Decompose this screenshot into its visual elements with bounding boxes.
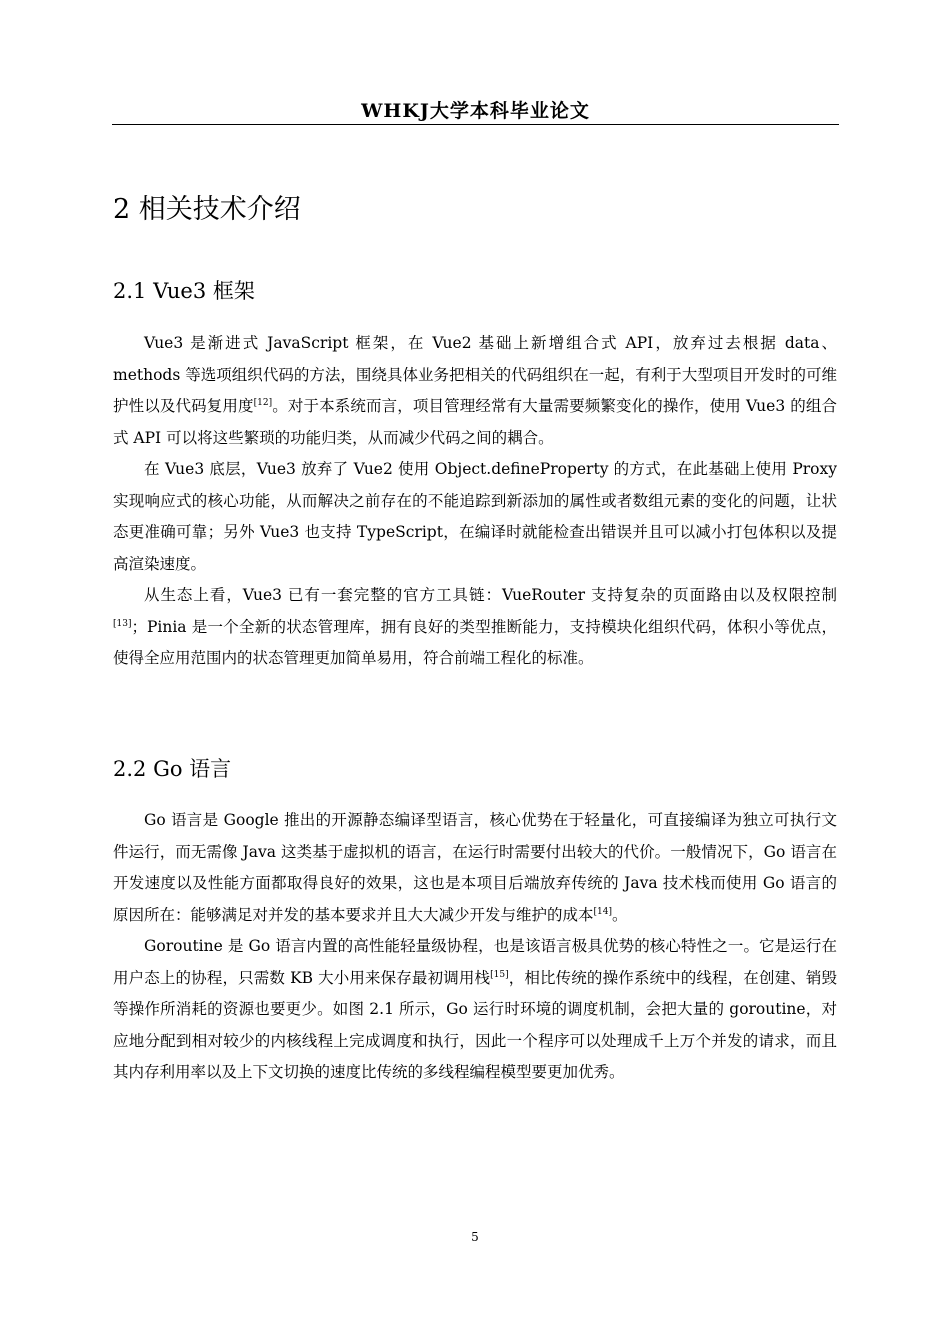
citation-marker: [14] bbox=[593, 906, 612, 917]
paragraph bbox=[113, 454, 837, 580]
chapter-title: 2 相关技术介绍 bbox=[113, 194, 301, 225]
section-title-go: 2.2 Go 语言 bbox=[113, 757, 232, 781]
paragraph-text: 在 Vue3 底层，Vue3 放弃了 Vue2 使用 Object.defineProperty 的方式，在此基础上使用 Proxy 实现响应式的核心功能，从而解决之前存在的不能追踪到新添加的属性或者数组元素的变化的问题，让状态更准确可靠；另外 Vue3 也支持 TypeScript，在编译时就能检查出错误并且可以减小打包体积以及提高渲染速度。 bbox=[113, 460, 837, 573]
page-header bbox=[112, 88, 839, 125]
header-title: WHKJ大学本科毕业论文 bbox=[361, 100, 590, 122]
paragraph-text: Vue3 是渐进式 JavaScript 框架，在 Vue2 基础上新增组合式 API，放弃过去根据 data、methods 等选项组织代码的方法，围绕具体业务把相关的代码组织在一起，有利于大型项目开发时的可维护性以及代码复用度 bbox=[113, 334, 837, 415]
paragraph-text: Goroutine 是 Go 语言内置的高性能轻量级协程，也是该语言极具优势的核心特性之一。它是运行在用户态上的协程，只需数 KB 大小用来保存最初调用栈 bbox=[113, 937, 837, 987]
section-title-vue3: 2.1 Vue3 框架 bbox=[113, 279, 255, 303]
citation-marker: [15] bbox=[490, 969, 509, 980]
paragraph bbox=[113, 580, 837, 675]
paragraph bbox=[113, 931, 837, 1089]
paragraph-text: 。 bbox=[612, 905, 628, 924]
citation-marker: [12] bbox=[253, 397, 273, 408]
citation-marker: [13] bbox=[113, 618, 132, 629]
page-number: 5 bbox=[471, 1230, 479, 1244]
paragraph bbox=[113, 805, 837, 931]
paragraph-text: ，相比传统的操作系统中的线程，在创建、销毁等操作所消耗的资源也要更少。如图 2.1 所示，Go 运行时环境的调度机制，会把大量的 goroutine，对应地分配到相对较少的内核线程上完成调度和执行，因此一个程序可以处理成千上万个并发的请求，而且其内存利用率以及上下文切换的速度比传统的多线程编程模型要更加优秀。 bbox=[113, 968, 837, 1081]
paragraph-text: Go 语言是 Google 推出的开源静态编译型语言，核心优势在于轻量化，可直接编译为独立可执行文件运行，而无需像 Java 这类基于虚拟机的语言，在运行时需要付出较大的代价。一般情况下，Go 语言在开发速度以及性能方面都取得良好的效果，这也是本项目后端放弃传统的 Java 技术栈而使用 Go 语言的原因所在：能够满足对并发的基本要求并且大大减少开发与维护的成本 bbox=[113, 811, 837, 924]
paragraph bbox=[113, 328, 837, 454]
paragraph-text: 。对于本系统而言，项目管理经常有大量需要频繁变化的操作，使用 Vue3 的组合式 API 可以将这些繁琐的功能归类，从而减少代码之间的耦合。 bbox=[113, 397, 837, 447]
section-body-vue3 bbox=[113, 328, 837, 675]
paragraph-text: 从生态上看，Vue3 已有一套完整的官方工具链：VueRouter 支持复杂的页面路由以及权限控制 bbox=[144, 586, 837, 604]
paragraph-text: ；Pinia 是一个全新的状态管理库，拥有良好的类型推断能力，支持模块化组织代码，体积小等优点，使得全应用范围内的状态管理更加简单易用，符合前端工程化的标准。 bbox=[113, 617, 837, 667]
section-body-go bbox=[113, 805, 837, 1089]
